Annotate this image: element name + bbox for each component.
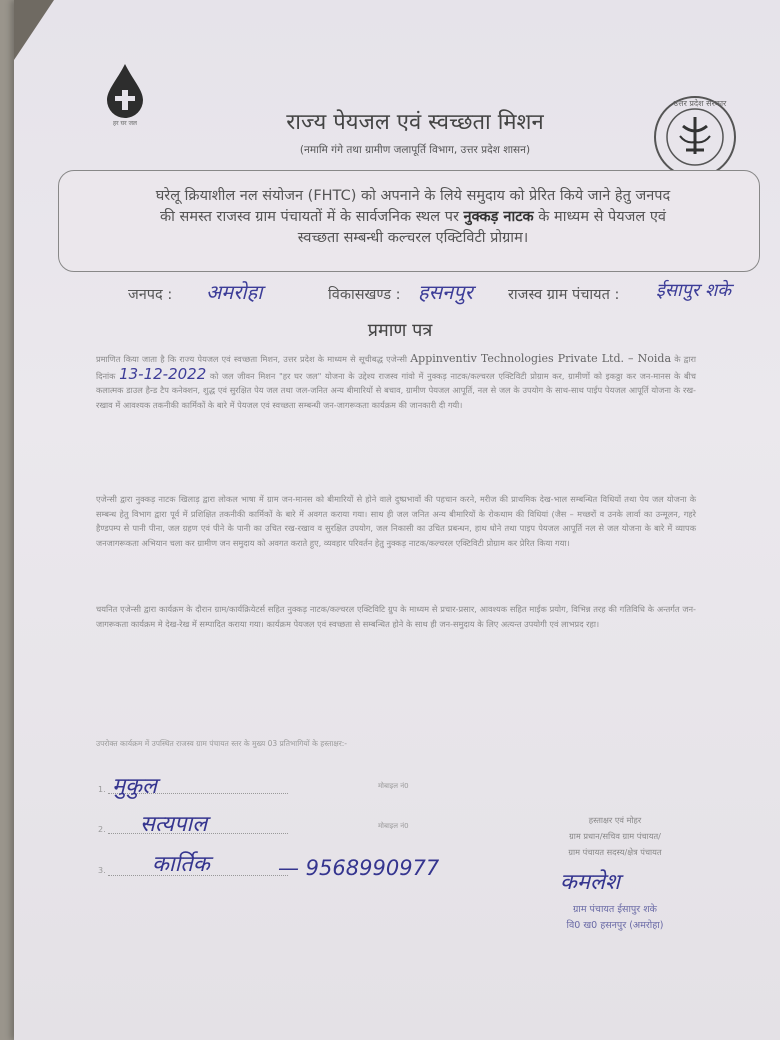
scan-shadow: [14, 0, 54, 60]
logo-caption: हर घर जल: [113, 120, 137, 127]
banner-line-2-bold: नुक्कड़ नाटक: [463, 209, 534, 225]
mobile-label: मोबाइल नं0: [378, 782, 409, 790]
banner-line-2a: की समस्त राजस्व ग्राम पंचायतों में के सार्वजनिक स्थल पर: [160, 209, 459, 225]
water-drop-icon: [95, 60, 155, 120]
participant-mobile: — 9568990977: [278, 856, 440, 880]
pradhan-signature: कमलेश: [560, 870, 620, 895]
signatory-line-2: ग्राम प्रधान/सचिव ग्राम पंचायत/: [569, 831, 661, 841]
org-subtitle: (नमामि गंगे तथा ग्रामीण जलापूर्ति विभाग, उत्तर प्रदेश शासन): [299, 144, 531, 156]
block-label: विकासखण्ड :: [328, 287, 401, 303]
program-date: 13-12-2022: [119, 364, 207, 383]
stamp-line-1: ग्राम पंचायत ईसापुर शके: [573, 904, 657, 915]
mobile-label: मोबाइल नं0: [378, 822, 409, 830]
district-label: जनपद :: [128, 287, 173, 303]
seal-text: उत्तर प्रदेश सरकार: [673, 99, 727, 108]
panchayat-label: राजस्व ग्राम पंचायत :: [508, 287, 620, 303]
attendance-intro: उपरोक्त कार्यक्रम में उपस्थित राजस्व ग्राम पंचायत स्तर के मुख्य 03 प्रतिभागियों के हस्ताक्षर:-: [96, 739, 348, 748]
stamp-line-2: वि0 ख0 हसनपुर (अमरोहा): [566, 920, 664, 931]
signatory-line-1: हस्ताक्षर एवं मोहर: [588, 815, 642, 825]
signatory-block: [500, 812, 730, 860]
banner-line-2b: के माध्यम से पेयजल एवं: [538, 209, 666, 225]
org-title: राज्य पेयजल एवं स्वच्छता मिशन: [286, 110, 544, 135]
para1-body: को जल जीवन मिशन "हर घर जल" योजना के उद्देश्य राजस्व गांवो में नुक्कड़ नाटक/कल्चरल एक्टिविटी प्रोग्राम कर, ग्रामीणों को इकठ्ठा कर जन-मानस के बीच कलात्मक डाउल हैन्ड टैप कनेक्शन, शुद्ध एवं सुरक्षित पेय जल तथा जल-जनित अन्य बीमारियों से बचाव, ग्रामीण पेयजल आपूर्ति, नल से जल के उपयोग के साथ-साथ पाईप पेयजल आपूर्ति योजना के रख-रखाव में आवश्यक तकनीकी कार्मिकों के बारे में पेयजल एवं स्वच्छता सम्बन्धी जन-जागरूकता कार्यक्रम की जानकारी दी गयी।: [96, 370, 696, 410]
participant-number: 2.: [98, 825, 106, 834]
participant-signature: सत्यपाल: [140, 812, 208, 837]
district-value: अमरोहा: [206, 280, 263, 304]
banner-line-1: घरेलू क्रियाशील नल संयोजन (FHTC) को अपनाने के लिये समुदाय को प्रेरित किये जाने हेतु जनपद: [155, 188, 671, 204]
paragraph-3: चयनित एजेन्सी द्वारा कार्यक्रम के दौरान ग्राम/कार्यक्रियेटर्स सहित नुक्कड़ नाटक/कल्चरल एक्टिविटि ग्रुप के माध्यम से प्रचार-प्रसार, आवश्यक सहित माईक प्रयोग, विभिन्न तरह की गतिविधि के अन्तर्गत जन-जागरूकता कार्यक्रम मे देख-रेख में सम्पादित कराया गया। कार्यक्रम पेयजल एवं स्वच्छता से सम्बन्धित होने के साथ ही जन-समुदाय के लिए अत्यन्त उपयोगी एवं लाभप्रद रहा।: [96, 604, 696, 629]
certificate-title: प्रमाण पत्र: [367, 320, 433, 341]
block-value: हसनपुर: [418, 280, 473, 304]
location-fields: [128, 278, 778, 308]
para1-intro: प्रमाणित किया जाता है कि राज्य पेयजल एवं स्वच्छता मिशन, उत्तर प्रदेश के माध्यम से सूचीबद्ध एजेन्सी: [96, 354, 408, 364]
panchayat-stamp: [530, 902, 700, 934]
paragraph-1: [96, 352, 696, 412]
program-banner-text: [78, 186, 748, 249]
panchayat-value: ईसापुर शके: [656, 280, 732, 301]
participant-number: 1.: [98, 785, 106, 794]
para1-dated: के द्वारा दिनांक: [96, 354, 696, 381]
agency-name: Appinventiv Technologies Private Ltd. – Noida: [410, 352, 672, 365]
banner-line-3: स्वच्छता सम्बन्धी कल्चरल एक्टिविटी प्रोग्राम।: [297, 230, 529, 246]
signatory-line-3: ग्राम पंचायत सदस्य/क्षेत्र पंचायत: [568, 847, 662, 857]
participant-number: 3.: [98, 866, 106, 875]
jal-jeevan-logo: [95, 60, 155, 150]
participant-signature: मुकुल: [112, 774, 157, 799]
paragraph-2: एजेन्सी द्वारा नुक्कड़ नाटक खिलाड़ द्वारा लोकल भाषा में ग्राम जन-मानस को बीमारियों से होने वाले दुष्प्रभावों की पहचान करने, मरीज की प्राथमिक देख-भाल सम्बन्धित विधियों तथा पेय जल योजना के सम्बन्ध हेतु विभाग द्वारा पूर्व में प्रशिक्षित तकनीकी कार्मिकों के बारे में अवगत कराया गया। साथ ही जल जनित अन्य बीमारियों के रोकथाम की विधियां (जैस – मच्छरों व उनके लार्वा का उन्मूलन, गहरे हैण्डपम्प से पानी पीना, जल ग्रहण एवं पीने के पानी का उचित रख-रखाव व सुरक्षित उपयोग, जल निकासी का उचित प्रबन्धन, हाथ धोने तथा पाइप पेयजल आपूर्ति नल से जल योजना के बारे में व्यापक जनजागरूकता अभियान चला कर ग्रामीण जन समुदाय को अवगत कराते हुए, व्यवहार परिवर्तन हेतु नुक्कड़ नाटक/कल्चरल एक्टिविटी प्रोग्राम कर प्रेरित किया गया।: [96, 494, 696, 548]
participant-signature: कार्तिक: [152, 852, 210, 877]
